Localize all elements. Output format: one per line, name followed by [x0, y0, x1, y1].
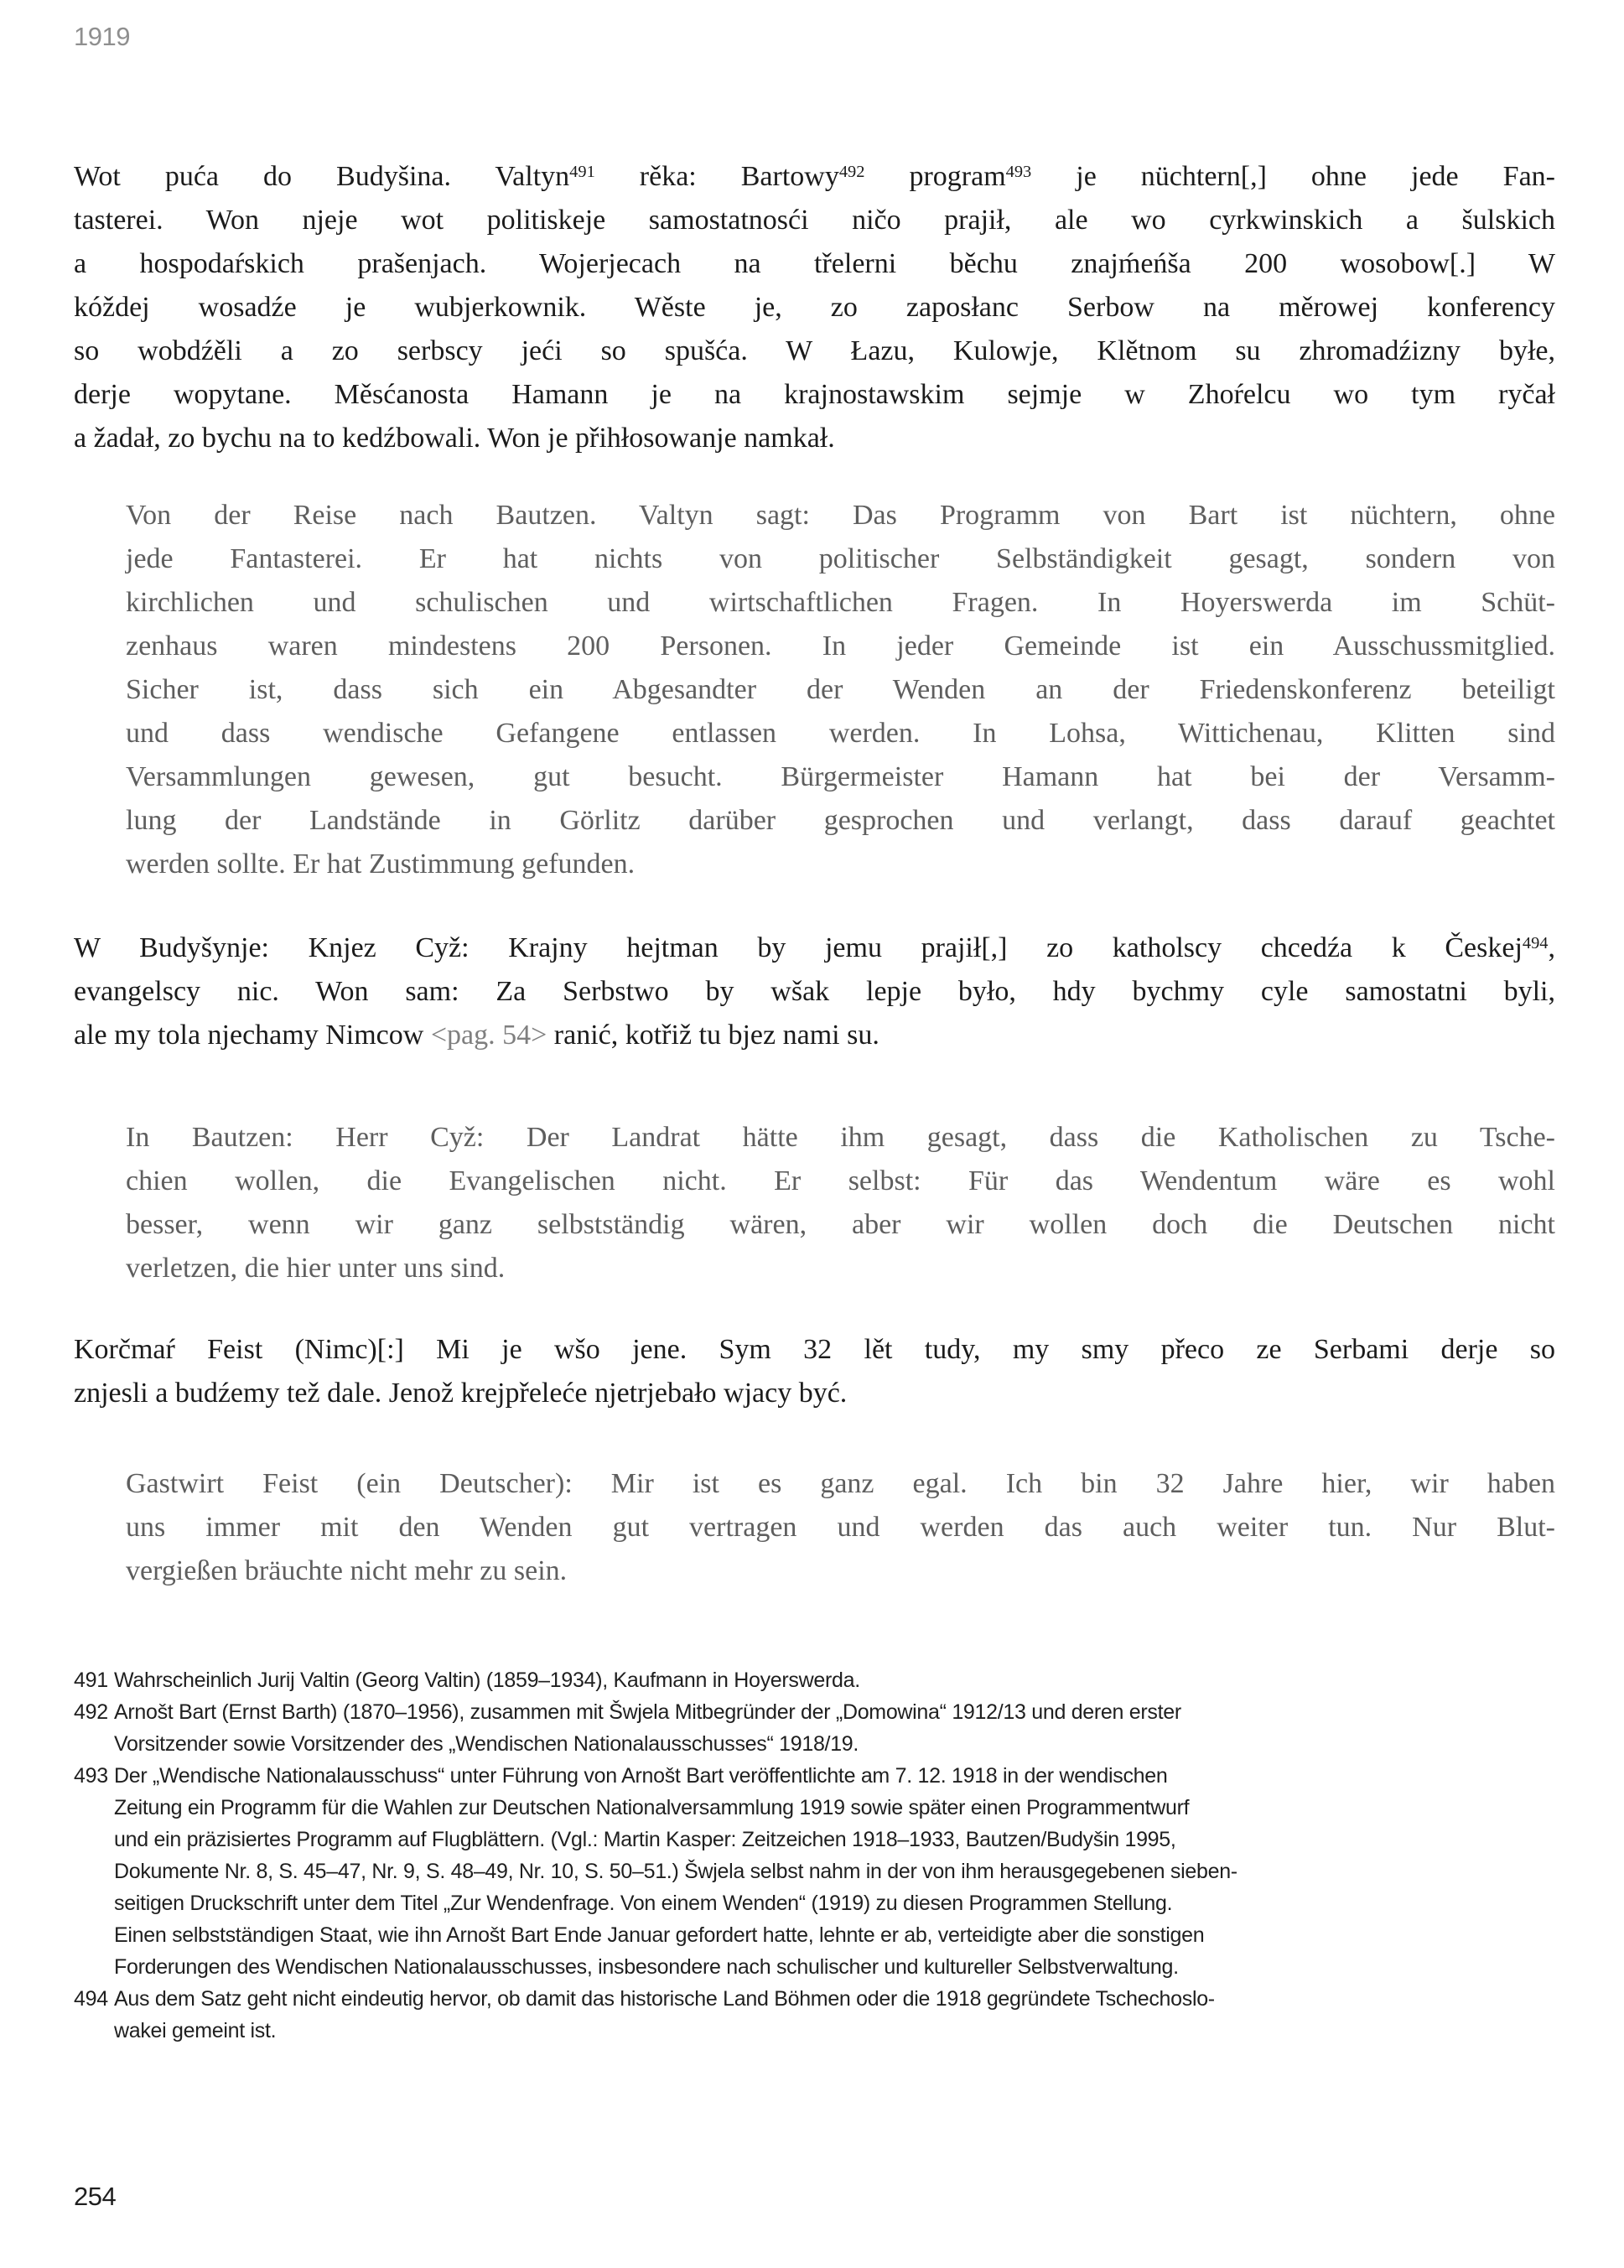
text-line: a hospodaŕskich prašenjach. Wojerjecach na třelerni běchu znajḿeńša 200 wosobow[.] W [74, 248, 1555, 279]
footnote-line: Zeitung ein Programm für die Wahlen zur Deutschen Nationalversammlung 1919 sowie später einen Programmentwurf [114, 1796, 1190, 1819]
footnote-number: 491 [74, 1669, 108, 1692]
text-line: Sicher ist, dass sich ein Abgesandter der Wenden an der Friedenskonferenz beteiligt [126, 674, 1555, 705]
text-line: znjesli a budźemy tež dale. Jenož krejpřeleće njetrjebało wjacy być. [74, 1378, 848, 1409]
footnote-line: Vorsitzender sowie Vorsitzender des „Wendischen Nationalausschusses“ 1918/19. [114, 1732, 859, 1756]
paragraph-german-translation-3 [126, 1462, 1555, 1593]
paragraph-german-translation-2 [126, 1116, 1555, 1290]
footnote-line: seitigen Druckschrift unter dem Titel „Zur Wendenfrage. Von einem Wenden“ (1919) zu diesen Programmen Stellung. [114, 1892, 1173, 1915]
text-line: In Bautzen: Herr Cyž: Der Landrat hätte ihm gesagt, dass die Katholischen zu Tsche- [126, 1122, 1555, 1153]
text-line: kóždej wosadźe je wubjerkownik. Wěste je, zo zaposłanc Serbow na měrowej konferency [74, 292, 1555, 323]
text-line: evangelscy nic. Won sam: Za Serbstwo by wšak lepje było, hdy bychmy cyle samostatni byli, [74, 976, 1555, 1007]
footnote-line: und ein präzisiertes Programm auf Flugblättern. (Vgl.: Martin Kasper: Zeitzeichen 1918–1933, Bautzen/Budyšin 1995, [114, 1828, 1176, 1851]
text-line: und dass wendische Gefangene entlassen werden. In Lohsa, Wittichenau, Klitten sind [126, 718, 1555, 749]
footnote-491 [74, 1664, 1555, 1696]
paragraph-sorbian-1 [74, 155, 1555, 460]
text-line: lung der Landstände in Görlitz darüber gesprochen und verlangt, dass darauf geachtet [126, 805, 1555, 836]
text-line: derje wopytane. Měsćanosta Hamann je na krajnostawskim sejmje w Zhoŕelcu wo tym ryčał [74, 379, 1555, 410]
footnote-number: 492 [74, 1700, 108, 1724]
text-line: chien wollen, die Evangelischen nicht. Er selbst: Für das Wendentum wäre es wohl [126, 1165, 1555, 1196]
page-number: 254 [74, 2182, 117, 2211]
footnote-line: Forderungen des Wendischen Nationalausschusses, insbesondere nach schulischer und kultureller Selbstverwaltung. [114, 1955, 1179, 1979]
footnote-line: Aus dem Satz geht nicht eindeutig hervor, ob damit das historische Land Böhmen oder die 1918 gegründete Tschechoslo- [114, 1987, 1215, 2011]
running-head-year: 1919 [74, 22, 130, 51]
paragraph-german-translation-1 [126, 494, 1555, 886]
footnote-line: Der „Wendische Nationalausschuss“ unter Führung von Arnošt Bart veröffentlichte am 7. 12. 1918 in der wendischen [114, 1764, 1168, 1788]
footnote-493 [74, 1760, 1555, 1983]
text-line: Korčmaŕ Feist (Nimc)[:] Mi je wšo jene. Sym 32 lět tudy, my smy přeco ze Serbami derje so [74, 1334, 1555, 1365]
text-line: uns immer mit den Wenden gut vertragen und werden das auch weiter tun. Nur Blut- [126, 1512, 1555, 1543]
text-line: jede Fantasterei. Er hat nichts von politischer Selbständigkeit gesagt, sondern von [126, 543, 1555, 574]
footnote-line: wakei gemeint ist. [114, 2019, 277, 2042]
footnote-494 [74, 1983, 1555, 2047]
text-line: verletzen, die hier unter uns sind. [126, 1253, 506, 1284]
main-text [74, 155, 1555, 1593]
text-line: vergießen bräuchte nicht mehr zu sein. [126, 1555, 568, 1586]
text-line: Wot puća do Budyšina. Valtyn$^{491}$ rěka: Bartowy$^{492}$ program$^{493}$ je nüchtern[,] ohne jede Fan- [74, 161, 1555, 192]
text-line: besser, wenn wir ganz selbstständig wären, aber wir wollen doch die Deutschen nicht [126, 1209, 1555, 1240]
text-line: zenhaus waren mindestens 200 Personen. In jeder Gemeinde ist ein Ausschussmitglied. [126, 631, 1555, 662]
text-line: tasterei. Won njeje wot politiskeje samostatnosći ničo prajił, ale wo cyrkwinskich a šulskich [74, 205, 1555, 236]
text-line: a žadał, zo bychu na to kedźbowali. Won je přihłosowanje namkał. [74, 423, 835, 454]
text-line: Gastwirt Feist (ein Deutscher): Mir ist es ganz egal. Ich bin 32 Jahre hier, wir haben [126, 1468, 1555, 1499]
footnote-492 [74, 1696, 1555, 1760]
footnotes [74, 1664, 1555, 2047]
text-line: Von der Reise nach Bautzen. Valtyn sagt: Das Programm von Bart ist nüchtern, ohne [126, 500, 1555, 531]
footnote-line: Arnošt Bart (Ernst Barth) (1870–1956), zusammen mit Šwjela Mitbegründer der „Domowina“ 1912/13 und deren erster [114, 1700, 1181, 1724]
text-line: so wobdźěli a zo serbscy jeći so spušća. W Łazu, Kulowje, Klětnom su zhromadźizny byłe, [74, 335, 1555, 366]
footnote-line: Wahrscheinlich Jurij Valtin (Georg Valtin) (1859–1934), Kaufmann in Hoyerswerda. [114, 1669, 860, 1692]
paragraph-sorbian-3 [74, 1328, 1555, 1415]
text-line: Versammlungen gewesen, gut besucht. Bürgermeister Hamann hat bei der Versamm- [126, 761, 1555, 792]
text-line: kirchlichen und schulischen und wirtschaftlichen Fragen. In Hoyerswerda im Schüt- [126, 587, 1555, 618]
text-line: ale my tola njechamy Nimcow <pag. 54> ranić, kotřiž tu bjez nami su. [74, 1020, 879, 1051]
text-line: werden sollte. Er hat Zustimmung gefunden. [126, 849, 636, 880]
text-line: W Budyšynje: Knjez Cyž: Krajny hejtman by jemu prajił[,] zo katholscy chcedźa k Českej$^{494}$, [74, 932, 1555, 963]
footnote-line: Einen selbstständigen Staat, wie ihn Arnošt Bart Ende Januar gefordert hatte, lehnte er ab, verteidigte aber die sonstigen [114, 1923, 1205, 1947]
footnote-number: 494 [74, 1987, 108, 2011]
footnote-line: Dokumente Nr. 8, S. 45–47, Nr. 9, S. 48–49, Nr. 10, S. 50–51.) Šwjela selbst nahm in der von ihm herausgegebenen sieben- [114, 1860, 1237, 1883]
footnote-number: 493 [74, 1764, 108, 1788]
paragraph-sorbian-2 [74, 926, 1555, 1057]
